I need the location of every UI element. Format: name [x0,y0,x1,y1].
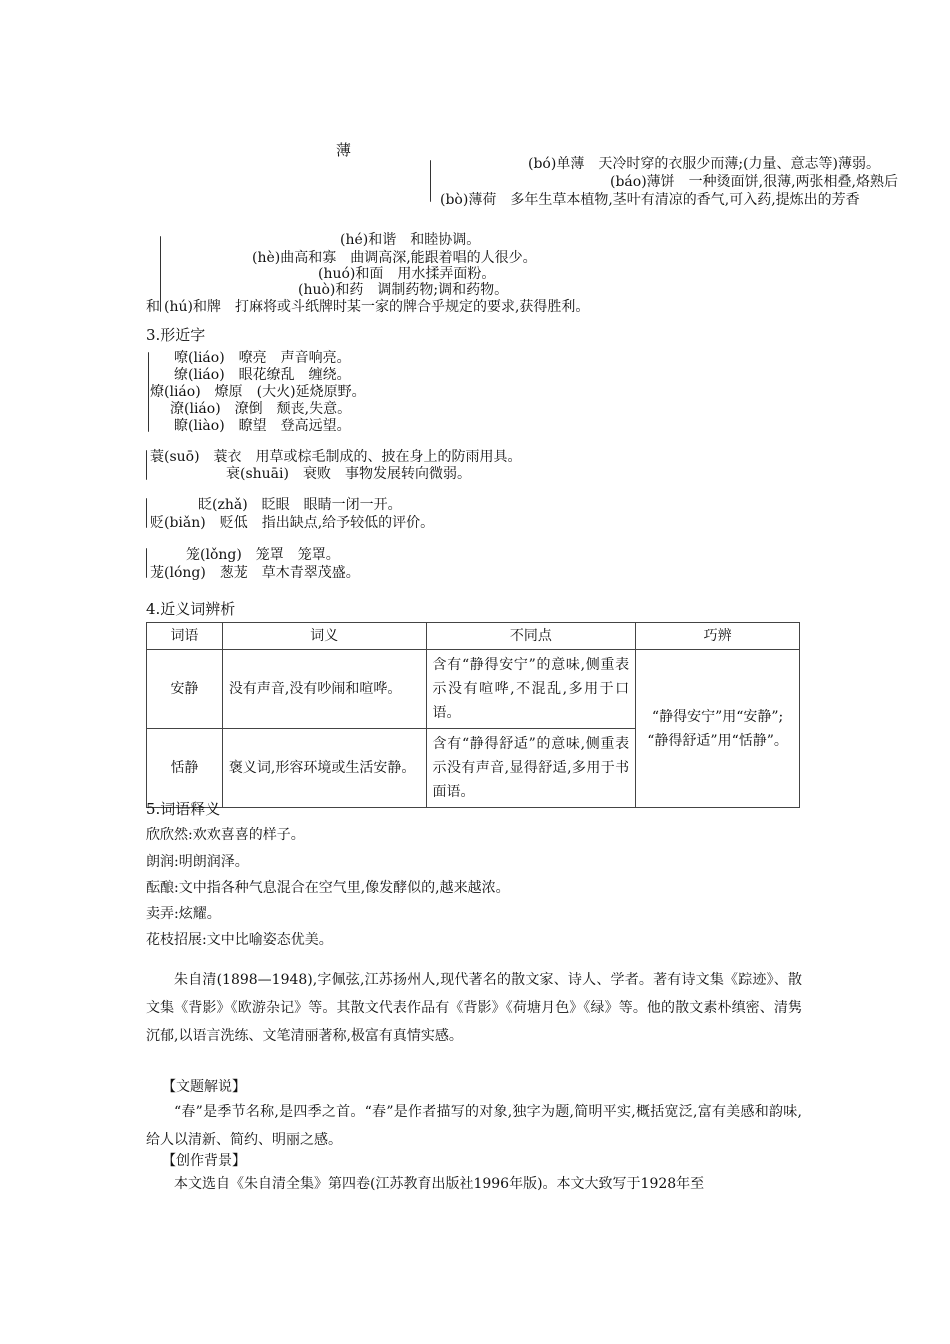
he-head-char: 和 [146,299,160,315]
bao-brace [430,160,431,202]
definition-item: 朗润:明朗润泽。 [146,854,249,870]
table-header-row [147,623,800,650]
header-cell: 词语 [147,623,223,650]
table-row [147,650,800,729]
group1-row: 嘹(liáo) 嘹亮 声音响亮。 [174,350,351,366]
group1-row: 瞭(liào) 瞭望 登高远望。 [174,418,351,434]
group4-brace [146,548,147,578]
difference-cell: 含有“静得舒适”的意味,侧重表示没有声音,显得舒适,多用于书面语。 [426,729,636,808]
header-cell: 巧辨 [636,623,800,650]
section5-title: 5.词语释义 [146,800,221,818]
tip-line: “静得舒适”用“恬静”。 [647,732,788,749]
bao-entry-bao2: (báo)薄饼 一种烫面饼,很薄,两张相叠,烙熟后 [610,174,899,190]
title-explain-text: “春”是季节名称,是四季之首。“春”是作者描写的对象,独字为题,简明平实,概括宽泛,富有美感和韵味,给人以清新、简约、明丽之感。 [146,1104,802,1148]
definition-item: 欣欣然:欢欢喜喜的样子。 [146,827,305,843]
synonym-table [146,622,800,808]
bao-entry-bo4: (bò)薄荷 多年生草本植物,茎叶有清凉的香气,可入药,提炼出的芳香 [440,192,860,208]
he-brace [160,236,161,312]
group3-row: 眨(zhǎ) 眨眼 眼睛一闭一开。 [198,497,402,513]
background-heading: 【创作背景】 [162,1153,246,1169]
group2-row: 蓑(suō) 蓑衣 用草或棕毛制成的、披在身上的防雨用具。 [150,449,522,465]
author-intro: 朱自清(1898—1948),字佩弦,江苏扬州人,现代著名的散文家、诗人、学者。著有诗文集《踪迹》、散文集《背影》《欧游杂记》等。其散文代表作品有《背影》《荷塘月色》《绿》等。他的散文素朴缜密、清隽沉郁,以语言洗练、文笔清丽著称,极富有真情实感。 [146,972,802,1044]
title-explain-heading: 【文题解说】 [162,1079,246,1095]
tip-cell [636,650,800,808]
background-text: 本文选自《朱自清全集》第四卷(江苏教育出版社1996年版)。本文大致写于1928年至 [174,1176,705,1192]
definition-item: 花枝招展:文中比喻姿态优美。 [146,932,333,948]
he-entry-he2: (hé)和谐 和睦协调。 [340,232,481,248]
tip-line: “静得安宁”用“安静”; [651,708,784,725]
group2-brace [146,450,147,480]
meaning-cell: 没有声音,没有吵闹和喧哗。 [222,650,426,729]
group2-row: 衰(shuāi) 衰败 事物发展转向微弱。 [226,466,471,482]
bao-entry-bo2: (bó)单薄 天冷时穿的衣服少而薄;(力量、意志等)薄弱。 [528,156,880,172]
group4-row: 笼(lǒng) 笼罩 笼罩。 [186,547,340,563]
word-cell: 安静 [147,650,223,729]
bao-head-char: 薄 [336,141,352,159]
group1-brace [148,352,149,432]
section3-title: 3.形近字 [146,326,206,344]
group1-row: 潦(liáo) 潦倒 颓丧,失意。 [170,401,352,417]
header-cell: 不同点 [426,623,636,650]
difference-cell: 含有“静得安宁”的意味,侧重表示没有喧哗,不混乱,多用于口语。 [426,650,636,729]
definition-item: 酝酿:文中指各种气息混合在空气里,像发酵似的,越来越浓。 [146,880,510,896]
group1-row: 燎(liáo) 燎原 (大火)延烧原野。 [150,384,366,400]
meaning-cell: 褒义词,形容环境或生活安静。 [222,729,426,808]
header-cell: 词义 [222,623,426,650]
group4-row: 茏(lóng) 葱茏 草木青翠茂盛。 [150,565,360,581]
group3-brace [146,498,147,528]
group1-row: 缭(liáo) 眼花缭乱 缠绕。 [174,367,351,383]
word-cell: 恬静 [147,729,223,808]
definition-item: 卖弄:炫耀。 [146,906,221,922]
he-entry-hu2: (hú)和牌 打麻将或斗纸牌时某一家的牌合乎规定的要求,获得胜利。 [164,299,590,315]
he-entry-huo4: (huò)和药 调制药物;调和药物。 [298,282,509,298]
he-entry-he4: (hè)曲高和寡 曲调高深,能跟着唱的人很少。 [252,250,537,266]
he-entry-huo2: (huó)和面 用水揉弄面粉。 [318,266,496,282]
group3-row: 贬(biǎn) 贬低 指出缺点,给予较低的评价。 [150,515,435,531]
section4-title: 4.近义词辨析 [146,600,236,618]
